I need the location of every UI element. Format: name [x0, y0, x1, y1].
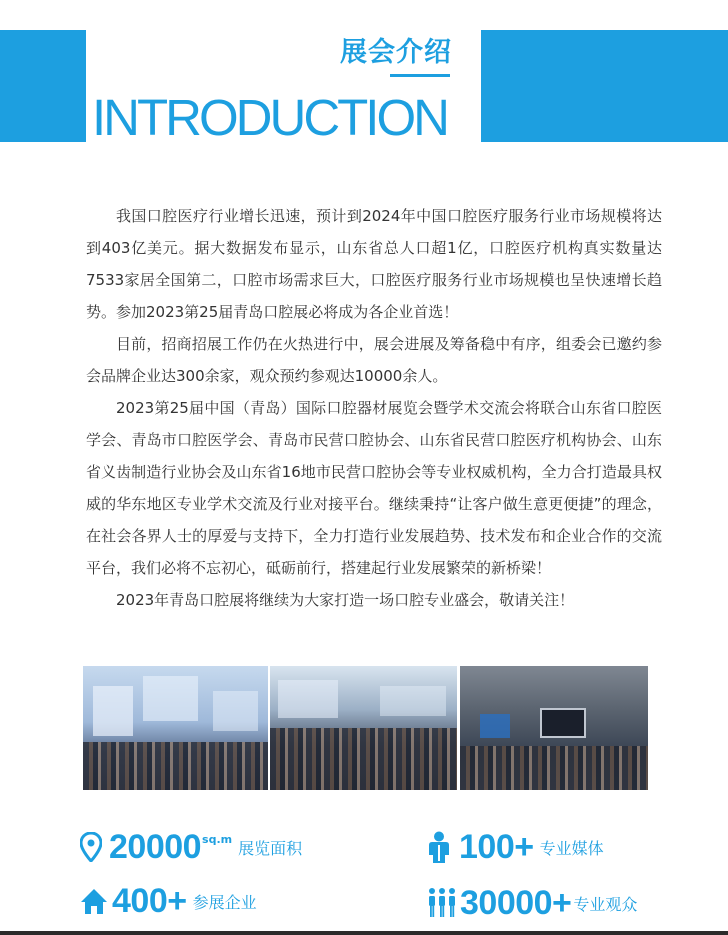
location-pin-icon: [80, 832, 102, 862]
exhibition-photo-forum: [460, 666, 648, 790]
stat-label: 参展企业: [192, 892, 257, 912]
stat-value: 400+: [112, 882, 187, 920]
intro-paragraph: 2023第25届中国（青岛）国际口腔器材展览会暨学术交流会将联合山东省口腔医学会、青岛市口腔医学会、青岛市民营口腔协会、山东省民营口腔医疗机构协会、山东省义齿制造行业协会及山东省16地市民营口腔协会等专业权威机构，全力合打造最具权威的华东地区专业学术交流及行业对接平台。继续秉持“让客户做生意更便捷”的理念，在社会各界人士的厚爱与支持下，全力打造行业发展趋势、技术发布和企业合作的交流平台，我们必将不忘初心，砥砺前行，搭建起行业发展繁荣的新桥梁！: [86, 399, 662, 577]
stat-media: [426, 829, 604, 865]
house-icon: [80, 887, 108, 915]
stat-label: 专业媒体: [539, 838, 604, 858]
exhibition-photo-booths: [83, 666, 268, 790]
stat-exhibitors: [80, 883, 257, 919]
intro-paragraph: 我国口腔医疗行业增长迅速，预计到2024年中国口腔医疗服务行业市场规模将达到403亿美元。据大数据发布显示，山东省总人口超1亿，口腔医疗机构真实数量达7533家居全国第二，口腔市场需求巨大，口腔医疗服务行业市场规模也呈快速增长趋势。参加2023第25届青岛口腔展必将成为各企业首选！: [86, 207, 662, 321]
title-underline: [390, 74, 450, 77]
person-icon: [426, 831, 452, 863]
header-band-left: [0, 30, 86, 142]
intro-paragraph: 2023年青岛口腔展将继续为大家打造一场口腔专业盛会，敬请关注！: [116, 591, 575, 609]
photo-strip: [83, 666, 648, 790]
intro-paragraph: 目前，招商招展工作仍在火热进行中，展会进展及筹备稳中有序，组委会已邀约参会品牌企业达300余家，观众预约参观达10000余人。: [86, 335, 662, 385]
introduction-text: [86, 200, 662, 616]
header-band-right: [481, 30, 728, 142]
page-bottom-rule: [0, 931, 728, 935]
stat-label: 展览面积: [238, 838, 303, 858]
stat-value: 20000: [109, 828, 202, 866]
stat-label: 专业观众: [573, 894, 638, 914]
stat-value: 100+: [459, 828, 534, 866]
section-title-english: INTRODUCTION: [92, 89, 447, 146]
stat-exhibition-area: [80, 829, 302, 865]
crowd-icon: [428, 887, 456, 919]
stat-value: 30000+: [460, 884, 572, 922]
section-title-chinese: 展会介绍: [340, 37, 452, 68]
stat-visitors: [428, 885, 637, 921]
stat-unit: sq.m: [202, 833, 233, 846]
exhibition-photo-crowd: [270, 666, 457, 790]
